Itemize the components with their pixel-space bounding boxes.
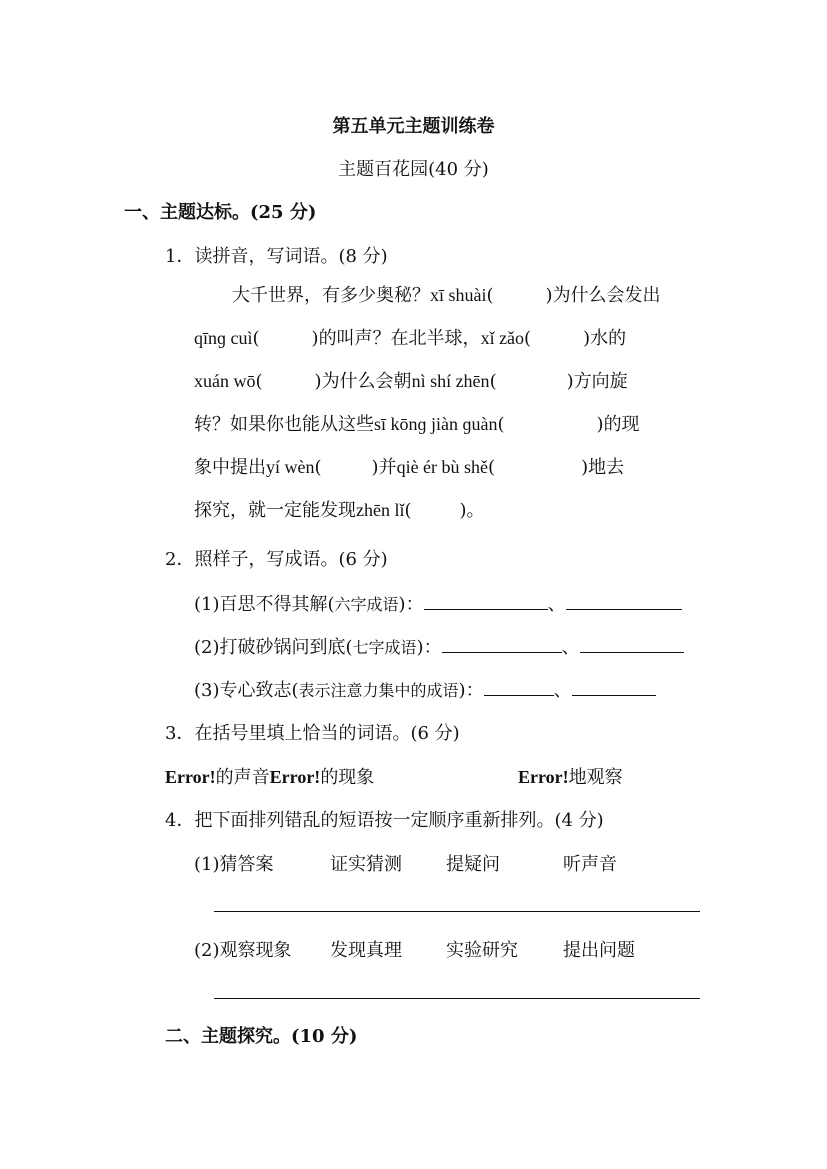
q1-text: 象中提出 xyxy=(194,457,266,478)
bracket-open: ( xyxy=(524,328,532,349)
q1-line-3 xyxy=(194,369,628,394)
bracket-open: ( xyxy=(404,500,412,521)
error-field: Error! xyxy=(269,767,321,787)
q2-row-3 xyxy=(194,676,656,702)
idiom-example: (2)打破砂锅问到底( xyxy=(194,637,353,658)
pinyin: nì shí zhēn xyxy=(411,371,490,391)
idiom-colon: )： xyxy=(458,680,484,701)
answer-blank[interactable] xyxy=(580,634,684,653)
idiom-hint: 六字成语 xyxy=(334,595,399,614)
q2-row-2 xyxy=(194,633,684,659)
bracket-close: ) xyxy=(311,328,319,349)
answer-blank[interactable] xyxy=(424,591,548,610)
bracket-close: ) xyxy=(314,371,322,392)
bracket-close: ) xyxy=(459,500,467,521)
q4-phrase: 提出问题 xyxy=(563,940,635,961)
q1-line-6 xyxy=(194,498,485,523)
q1-text: 并 xyxy=(378,457,397,478)
bracket-open: ( xyxy=(255,371,263,392)
q4-phrase: 听声音 xyxy=(563,854,617,875)
q1-line-2 xyxy=(194,326,626,351)
page-title: 第五单元主题训练卷 xyxy=(332,116,495,137)
idiom-colon: )： xyxy=(398,594,424,615)
bracket-open: ( xyxy=(252,328,260,349)
pinyin: zhēn lǐ xyxy=(356,500,405,520)
bracket-open: ( xyxy=(314,457,322,478)
answer-blank[interactable] xyxy=(484,677,554,696)
q4-heading: 4．把下面排列错乱的短语按一定顺序重新排列。(4 分) xyxy=(165,810,604,831)
bracket-open: ( xyxy=(488,457,496,478)
bracket-close: ) xyxy=(596,414,604,435)
idiom-colon: )： xyxy=(416,637,442,658)
phrase-text: 的现象 xyxy=(320,767,375,788)
q2-heading: 2．照样子，写成语。(6 分) xyxy=(165,549,388,570)
q4-phrase: 实验研究 xyxy=(446,940,518,961)
idiom-hint: 七字成语 xyxy=(352,638,417,657)
q1-line-5 xyxy=(194,455,624,480)
q4-phrase: 证实猜测 xyxy=(330,854,402,875)
separator: 、 xyxy=(561,637,580,658)
q1-text: 为什么会朝 xyxy=(321,371,412,392)
q1-text: 水的 xyxy=(590,328,627,349)
bracket-close: ) xyxy=(371,457,379,478)
section-one-heading: 一、主题达标。(25 分) xyxy=(124,202,317,223)
answer-line[interactable] xyxy=(214,998,700,999)
section-two-heading: 二、主题探究。(10 分) xyxy=(165,1026,358,1047)
q3-row-right xyxy=(518,763,623,789)
pinyin: qiè ér bù shě xyxy=(396,457,489,477)
separator: 、 xyxy=(547,594,566,615)
bracket-close: ) xyxy=(545,285,553,306)
q1-text: 方向旋 xyxy=(573,371,628,392)
answer-blank[interactable] xyxy=(566,591,682,610)
phrase-text: 地观察 xyxy=(568,767,623,788)
idiom-example: (1)百思不得其解( xyxy=(194,594,335,615)
error-field: Error! xyxy=(165,767,216,787)
phrase-text: 的声音 xyxy=(215,767,270,788)
subtitle: 主题百花园(40 分) xyxy=(338,159,489,180)
pinyin: xuán wō xyxy=(194,371,256,391)
q1-text: 为什么会发出 xyxy=(552,285,661,306)
pinyin: yí wèn xyxy=(266,457,315,477)
q3-row xyxy=(165,763,374,789)
error-field: Error! xyxy=(518,767,569,787)
bracket-close: ) xyxy=(566,371,574,392)
q3-heading: 3．在括号里填上恰当的词语。(6 分) xyxy=(165,723,460,744)
q4-phrase: (1)猜答案 xyxy=(194,854,274,875)
bracket-close: ) xyxy=(583,328,591,349)
answer-line[interactable] xyxy=(214,911,700,912)
bracket-open: ( xyxy=(489,371,497,392)
q1-text: 的叫声？在北半球， xyxy=(318,328,481,349)
separator: 、 xyxy=(553,680,572,701)
q1-line-1 xyxy=(232,283,661,308)
idiom-example: (3)专心致志( xyxy=(194,680,299,701)
idiom-hint: 表示注意力集中的成语 xyxy=(298,681,459,700)
q4-phrase: (2)观察现象 xyxy=(194,940,292,961)
q2-row-1 xyxy=(194,590,682,616)
pinyin: xī shuài xyxy=(430,285,487,305)
q1-heading: 1．读拼音，写词语。(8 分) xyxy=(165,246,388,267)
q1-text: 转？如果你也能从这些 xyxy=(194,414,374,435)
bracket-open: ( xyxy=(497,414,505,435)
pinyin: qīnɡ cuì xyxy=(194,328,253,348)
pinyin: xǐ zǎo xyxy=(480,328,525,348)
q1-text: 。 xyxy=(466,500,485,521)
answer-blank[interactable] xyxy=(442,634,562,653)
q1-text: 探究，就一定能发现 xyxy=(194,500,356,521)
bracket-close: ) xyxy=(581,457,589,478)
q1-text: 的现 xyxy=(603,414,640,435)
q1-text: 地去 xyxy=(588,457,625,478)
answer-blank[interactable] xyxy=(572,677,656,696)
q4-phrase: 提疑问 xyxy=(446,854,500,875)
bracket-open: ( xyxy=(486,285,494,306)
q1-text: 大千世界，有多少奥秘？ xyxy=(232,285,430,306)
q4-phrase: 发现真理 xyxy=(330,940,402,961)
q1-line-4 xyxy=(194,412,640,437)
pinyin: sī kōnɡ jiàn ɡuàn xyxy=(374,414,498,434)
